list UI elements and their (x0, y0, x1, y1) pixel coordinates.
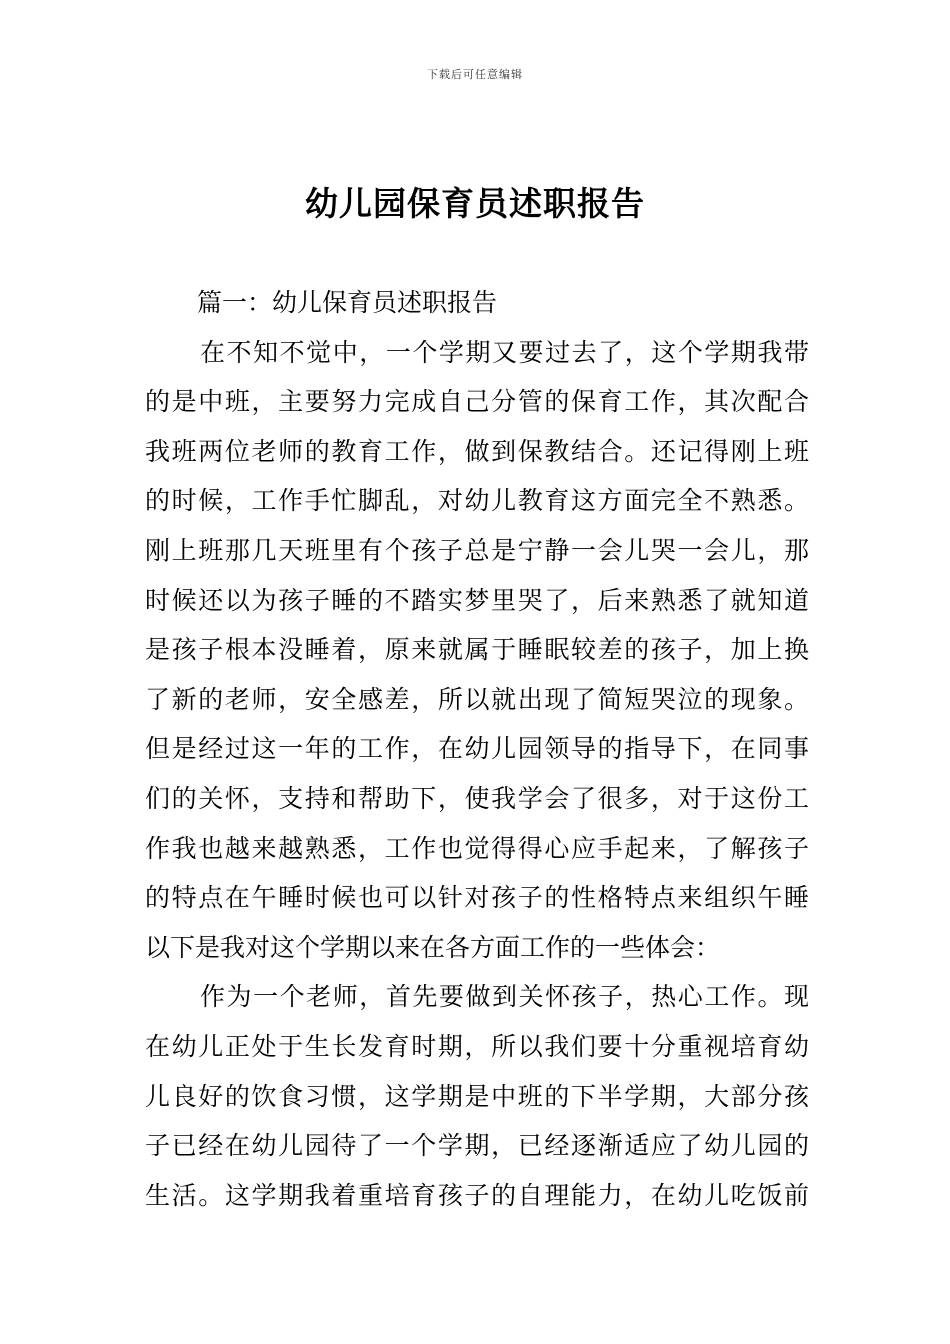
paragraph-line: 但是经过这一年的工作，在幼儿园领导的指导下，在同事 (145, 734, 809, 764)
document-body (145, 278, 809, 1220)
paragraph-line: 在不知不觉中，一个学期又要过去了，这个学期我带 (200, 337, 809, 367)
paragraph-line: 我班两位老师的教育工作，做到保教结合。还记得刚上班 (145, 436, 809, 466)
paragraph-line: 的时候，工作手忙脚乱，对幼儿教育这方面完全不熟悉。 (145, 486, 809, 516)
paragraph-line: 时候还以为孩子睡的不踏实梦里哭了，后来熟悉了就知道 (145, 585, 809, 615)
paragraph-line: 子已经在幼儿园待了一个学期，已经逐渐适应了幼儿园的 (145, 1131, 809, 1161)
document-title: 幼儿园保育员述职报告 (305, 184, 645, 223)
paragraph-line: 们的关怀，支持和帮助下，使我学会了很多，对于这份工 (145, 783, 809, 813)
paragraph-line: 是孩子根本没睡着，原来就属于睡眠较差的孩子，加上换 (145, 635, 809, 665)
paragraph-line: 作我也越来越熟悉，工作也觉得得心应手起来，了解孩子 (145, 833, 809, 863)
paragraph-line: 儿良好的饮食习惯，这学期是中班的下半学期，大部分孩 (145, 1081, 809, 1111)
header-note: 下载后可任意编辑 (427, 68, 523, 81)
paragraph-line: 的是中班，主要努力完成自己分管的保育工作，其次配合 (145, 387, 809, 417)
paragraph-line: 作为一个老师，首先要做到关怀孩子，热心工作。现 (200, 982, 809, 1012)
paragraph-line: 刚上班那几天班里有个孩子总是宁静一会儿哭一会儿，那 (145, 535, 809, 565)
section-heading: 篇一：幼儿保育员述职报告 (197, 288, 498, 317)
paragraph-line: 生活。这学期我着重培育孩子的自理能力，在幼儿吃饭前 (145, 1180, 809, 1210)
paragraph-line: 的特点在午睡时候也可以针对孩子的性格特点来组织午睡 (145, 883, 809, 913)
paragraph-line: 了新的老师，安全感差，所以就出现了简短哭泣的现象。 (145, 684, 809, 714)
paragraph-line: 在幼儿正处于生长发育时期，所以我们要十分重视培育幼 (145, 1031, 809, 1061)
paragraph-line: 以下是我对这个学期以来在各方面工作的一些体会： (145, 932, 721, 962)
